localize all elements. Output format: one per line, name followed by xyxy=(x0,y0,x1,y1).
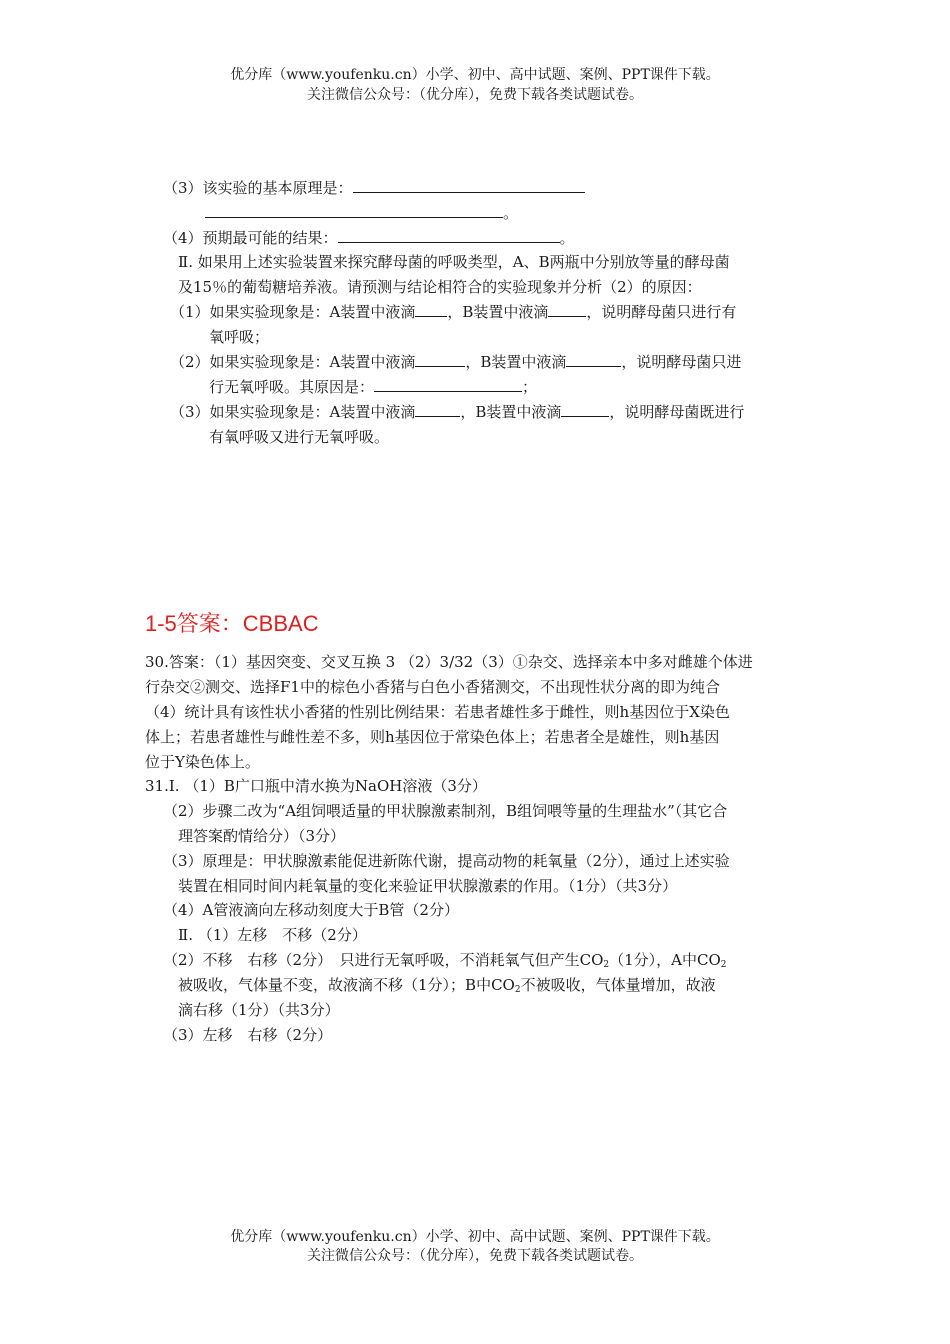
answer-blank xyxy=(561,402,609,417)
question-3-label: （3）该实验的基本原理是： xyxy=(163,179,353,197)
page-header-line2: 关注微信公众号：（优分库），免费下载各类试题试卷。 xyxy=(307,87,643,103)
answer-31-line5: 装置在相同时间内耗氧量的变化来验证甲状腺激素的作用。（1分）（共3分） xyxy=(178,877,678,895)
part2-item1-cont: 氧呼吸； xyxy=(209,328,270,346)
answer-30-line3: （4）统计具有该性状小香猪的性别比例结果：若患者雄性多于雌性，则h基因位于X染色 xyxy=(145,703,730,721)
answer-blank xyxy=(338,228,560,243)
answer-blank xyxy=(205,203,503,218)
answer-31-line11: （3）左移 右移（2分） xyxy=(163,1026,333,1044)
answer-31-line4: （3）原理是：甲状腺激素能促进新陈代谢，提高动物的耗氧量（2分），通过上述实验 xyxy=(163,852,730,870)
answer-30-line5: 位于Y染色体上。 xyxy=(145,753,260,771)
question-3 xyxy=(163,178,585,198)
part2-item3-cont: 有氧呼吸又进行无氧呼吸。 xyxy=(209,428,390,446)
question-3-cont: 。 xyxy=(205,203,518,223)
answer-30-line4: 体上；若患者雄性与雌性差不多，则h基因位于常染色体上；若患者全是雄性，则h基因 xyxy=(145,728,720,746)
answer-31-line9: 被吸收，气体量不变，故液滴不移（1分）；B中$CO_2$不被吸收，气体量增加，故液 xyxy=(178,976,716,995)
answer-blank xyxy=(415,402,460,417)
part2-item3: （3）如果实验现象是：A装置中液滴 ，B装置中液滴 ，说明酵母菌既进行 xyxy=(170,403,745,421)
question-4: （4）预期最可能的结果： 。 xyxy=(163,229,575,247)
answer-31-line3: 理答案酌情给分）（3分） xyxy=(178,827,346,845)
answer-blank xyxy=(415,302,447,317)
part2-intro-line2: 及15％的葡萄糖培养液。请预测与结论相符合的实验现象并分析（2）的原因： xyxy=(178,278,702,296)
answer-blank xyxy=(415,352,465,367)
answer-31-line8: （2）不移 右移（2分） 只进行无氧呼吸，不消耗氧气但产生$CO_2(1$分），A中$CO_2$ xyxy=(163,951,727,970)
page-header-line1: 优分库（www.youfenku.cn）小学、初中、高中试题、案例、PPT课件下载。 xyxy=(230,67,720,83)
answer-blank xyxy=(374,377,522,392)
answer-blank xyxy=(548,302,586,317)
answer-30-line1: 30.答案：（1）基因突变、交叉互换 3 （2）3/32（3）①杂交、选择亲本中多对雌雄个体进 xyxy=(145,653,753,671)
answer-31-line7: Ⅱ. （1）左移 不移（2分） xyxy=(178,926,367,944)
answer-blank xyxy=(353,178,585,193)
page-footer-line2: 关注微信公众号：（优分库），免费下载各类试题试卷。 xyxy=(307,1248,643,1264)
answer-31-line1: 31.Ⅰ. （1）B广口瓶中清水换为NaOH溶液（3分） xyxy=(145,777,487,795)
part2-item2: （2）如果实验现象是：A装置中液滴 ，B装置中液滴 ，说明酵母菌只进 xyxy=(170,353,742,371)
answer-blank xyxy=(566,352,621,367)
page-footer-line1: 优分库（www.youfenku.cn）小学、初中、高中试题、案例、PPT课件下载。 xyxy=(230,1229,720,1245)
question-4-label: （4）预期最可能的结果： xyxy=(163,229,338,247)
answer-31-line6: （4）A管液滴向左移动刻度大于B管（2分） xyxy=(163,901,459,919)
answer-key-title: 1-5答案：CBBAC xyxy=(145,611,319,636)
answer-30-line2: 行杂交②测交、选择F1中的棕色小香猪与白色小香猪测交，不出现性状分离的即为纯合 xyxy=(145,678,720,696)
part2-item2-cont: 行无氧呼吸。其原因是： ； xyxy=(209,378,538,396)
part2-intro-line1: Ⅱ. 如果用上述实验装置来探究酵母菌的呼吸类型，A、B两瓶中分别放等量的酵母菌 xyxy=(178,253,730,271)
part2-item1: （1）如果实验现象是：A装置中液滴 ，B装置中液滴 ，说明酵母菌只进行有 xyxy=(170,303,737,321)
answer-31-line2: （2）步骤二改为“A组饲喂适量的甲状腺激素制剂，B组饲喂等量的生理盐水”（其它合 xyxy=(163,802,728,820)
answer-31-line10: 滴右移（1分）（共3分） xyxy=(178,1001,340,1019)
